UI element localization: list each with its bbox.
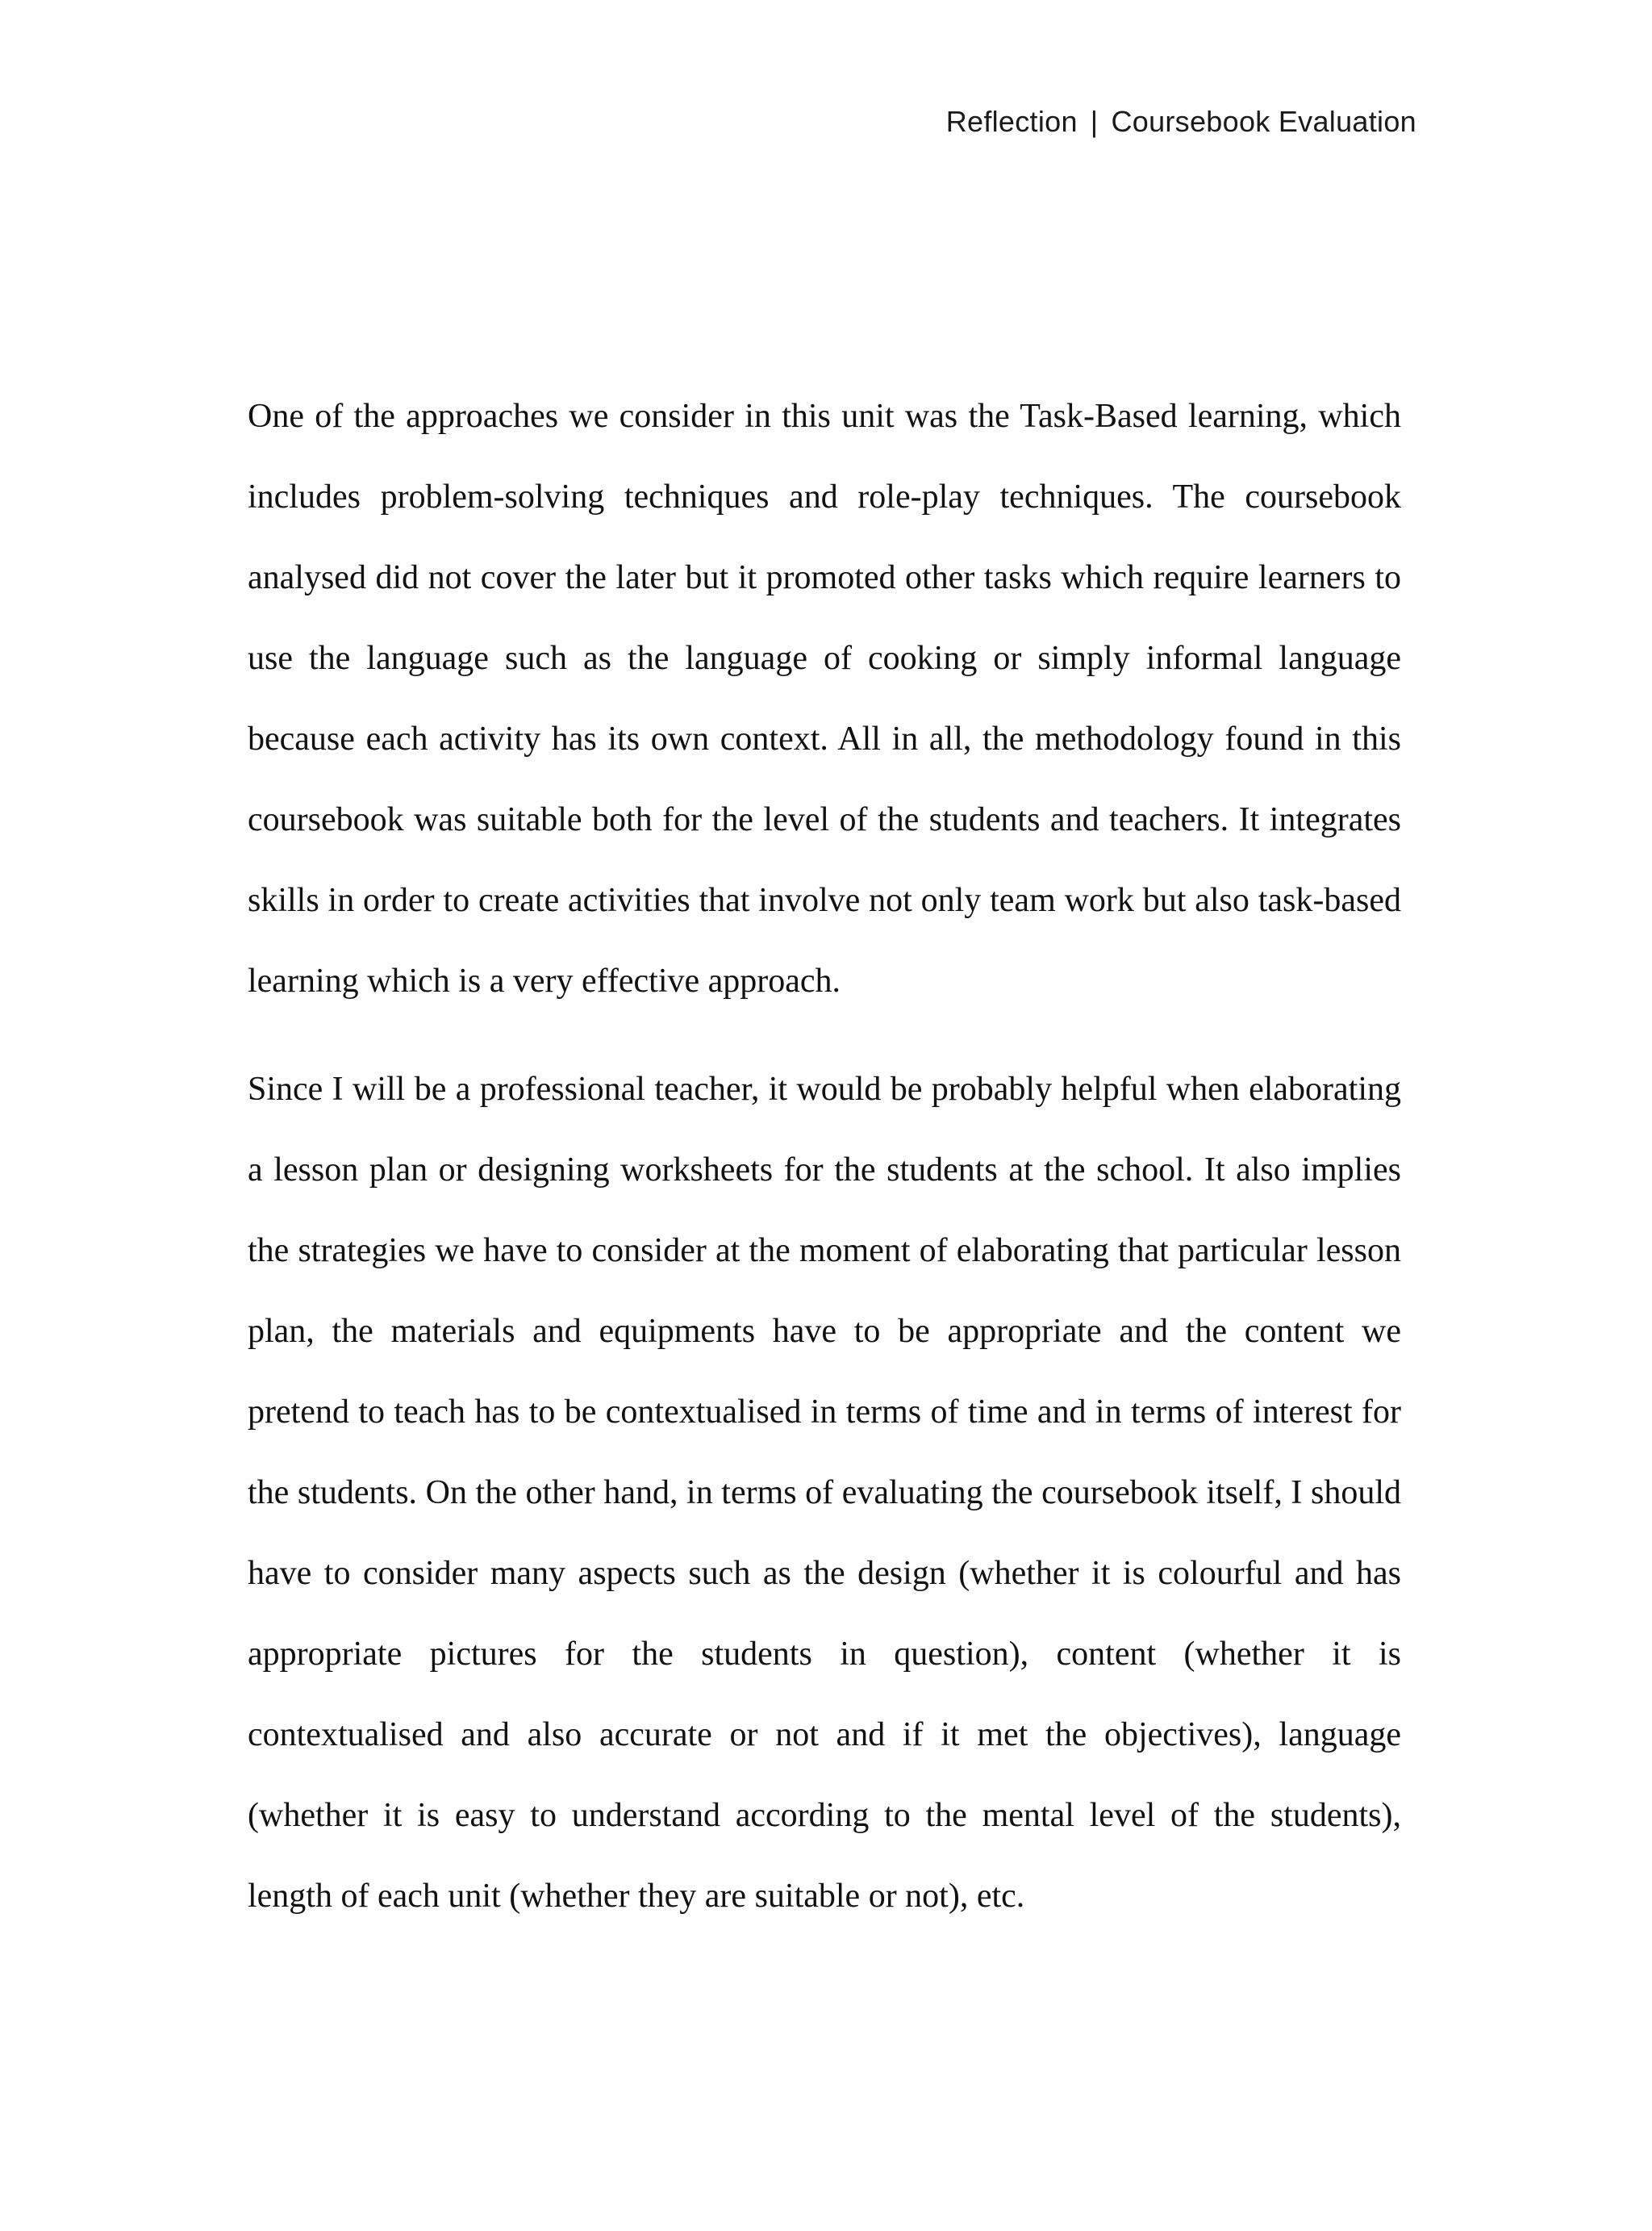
header-title: Coursebook Evaluation — [1111, 105, 1416, 138]
header-separator: | — [1090, 105, 1099, 138]
running-header — [946, 105, 1416, 139]
body-text — [248, 376, 1401, 1964]
paragraph-1: One of the approaches we consider in this unit was the Task-Based learning, which includes problem-solving techniques and role-play techniques. The coursebook analysed did not cover the later but it promoted other tasks which require learners to use the language such as the language of cooking or simply informal language because each activity has its own context. All in all, the methodology found in this coursebook was suitable both for the level of the students and teachers. It integrates skills in order to create activities that involve not only team work but also task-based learning which is a very effective approach. — [248, 398, 1401, 1000]
header-section: Reflection — [945, 105, 1078, 138]
paragraph-2: Since I will be a professional teacher, it would be probably helpful when elaborating a lesson plan or designing worksheets for the students at the school. It also implies the strategies we have to consider at the moment of elaborating that particular lesson plan, the materials and equipments have to be appropriate and the content we pretend to teach has to be contextualised in terms of time and in terms of interest for the students. On the other hand, in terms of evaluating the coursebook itself, I should have to consider many aspects such as the design (whether it is colourful and has appropriate pictures for the students in question), content (whether it is contextualised and also accurate or not and if it met the objectives), language (whether it is easy to understand according to the mental level of the students), length of each unit (whether they are suitable or not), etc. — [248, 1071, 1401, 1915]
